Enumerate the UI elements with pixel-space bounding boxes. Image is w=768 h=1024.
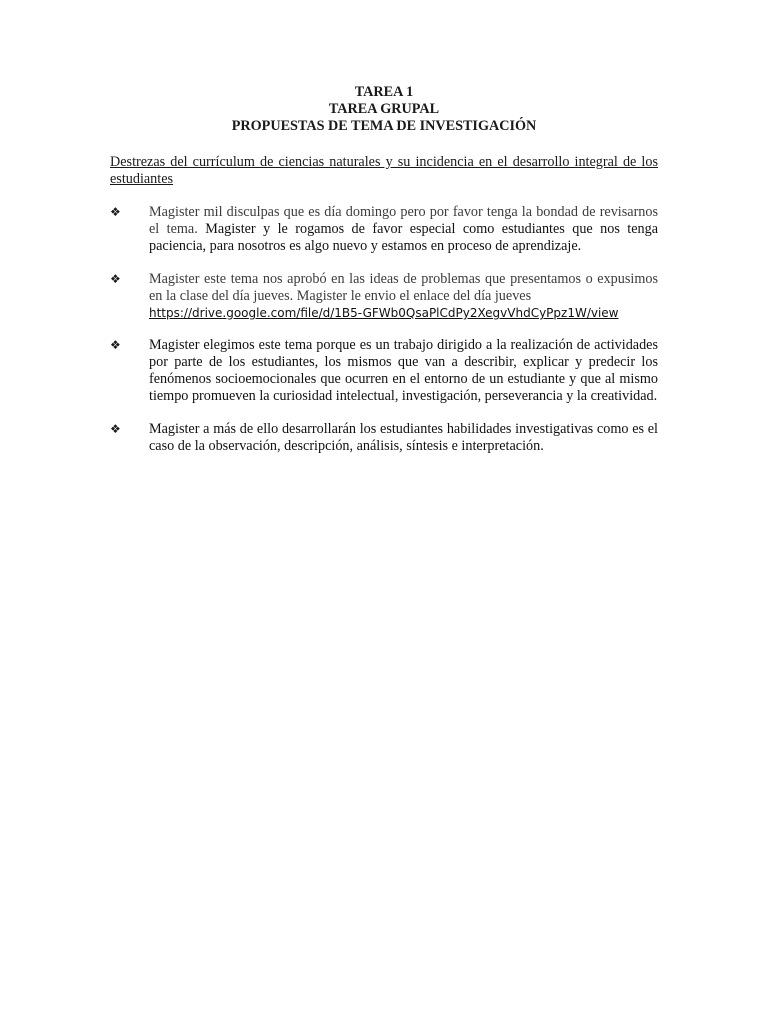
bullet-text: Magister elegimos este tema porque es un trabajo dirigido a la realización de actividades por parte de los estudiantes, los mismos que van a describir, explicar y predecir los fenómenos socioemocionales que ocurren en el entorno de un estudiante y que al mismo tiempo promueven la curiosidad intelectual, investigación, perseverancia y la creatividad. — [149, 337, 658, 404]
bullet-text-part: Magister y le rogamos de favor especial como estudiantes que nos tenga paciencia, para nosotros es algo nuevo y estamos en proceso de aprendizaje. — [149, 221, 659, 254]
title-tarea: TAREA 1 — [354, 84, 414, 100]
title-tarea-grupal: TAREA GRUPAL — [328, 101, 440, 117]
diamond-bullet-icon: ❖ — [110, 272, 121, 286]
diamond-bullet-icon: ❖ — [110, 422, 121, 436]
document-header — [110, 84, 658, 135]
bullet-item-4 — [110, 421, 658, 455]
bullet-text: Magister a más de ello desarrollarán los estudiantes habilidades investigativas como es el caso de la observación, descripción, análisis, síntesis e interpretación. — [149, 421, 658, 454]
bullet-text — [149, 204, 658, 255]
bullet-text-part: Magister este tema nos aprobó en las ideas de problemas que presentamos o expusimos en la clase del día jueves. Magister le envio el enlace del día jueves — [149, 271, 658, 304]
research-topic-heading: Destrezas del currículum de ciencias naturales y su incidencia en el desarrollo integral de los estudiantes — [110, 154, 658, 187]
title-propuestas: PROPUESTAS DE TEMA DE INVESTIGACIÓN — [231, 118, 537, 134]
drive-link[interactable]: https://drive.google.com/file/d/1B5-GFWb0QsaPlCdPy2XegvVhdCyPpz1W/view — [149, 306, 619, 320]
bullet-item-1 — [110, 204, 658, 255]
bullet-item-2 — [110, 271, 658, 321]
bullet-item-3 — [110, 337, 658, 405]
bullet-list — [110, 204, 658, 455]
bullet-text — [149, 271, 658, 321]
document-page — [110, 84, 658, 471]
diamond-bullet-icon: ❖ — [110, 205, 121, 219]
bullet-text-part: Magister mil disculpas que es día domingo pero por favor tenga la bondad de revisarnos el tema. — [149, 204, 658, 237]
diamond-bullet-icon: ❖ — [110, 338, 121, 352]
